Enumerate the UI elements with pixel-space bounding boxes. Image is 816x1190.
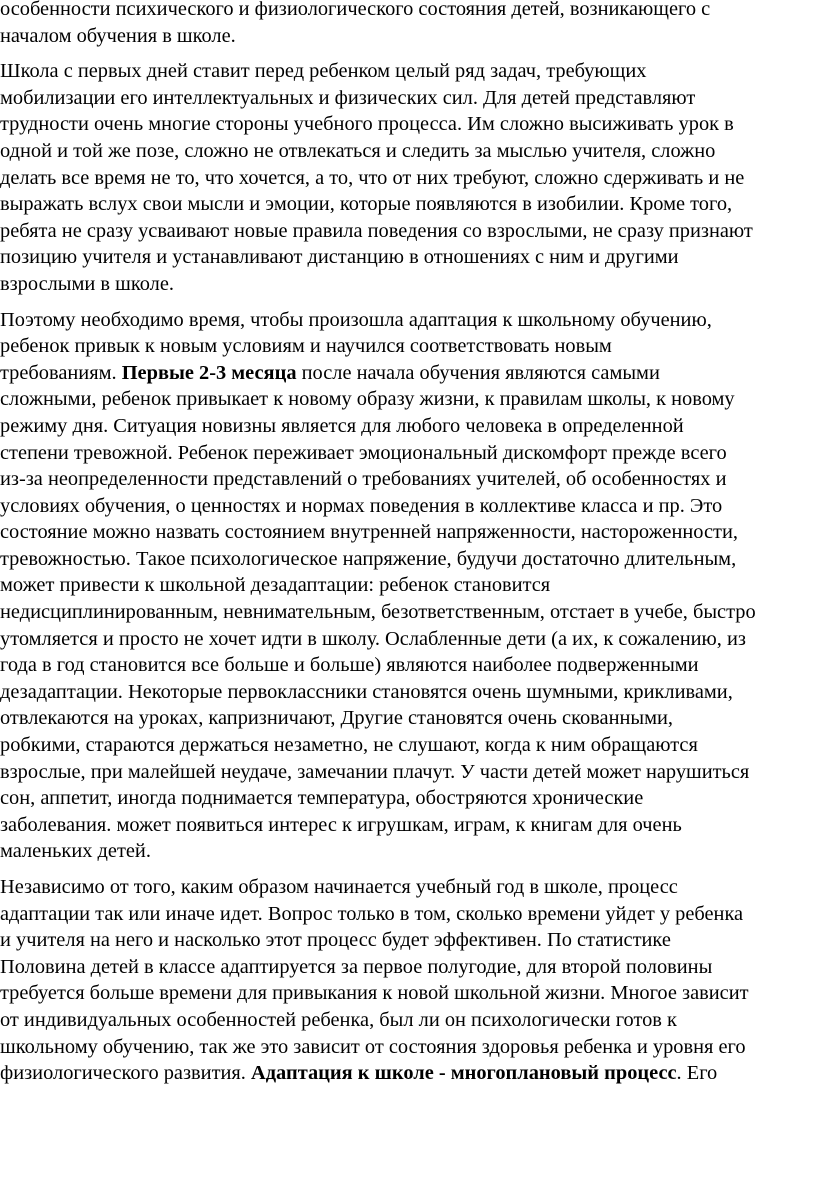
text-line: позицию учителя и устанавливают дистанцию в отношениях с ним и другими (0, 246, 679, 269)
text-line: состояние можно назвать состоянием внутренней напряженности, настороженности, (0, 521, 738, 544)
text-line: утомляется и просто не хочет идти в школу. Ослабленные дети (а их, к сожалению, из (0, 627, 746, 650)
text-run: . Его (676, 1062, 718, 1085)
text-line: робкими, стараются держаться незаметно, не слушают, когда к ним обращаются (0, 734, 698, 757)
text-run: физиологического развития. (0, 1062, 251, 1085)
text-line: трудности очень многие стороны учебного процесса. Им сложно высиживать урок в (0, 113, 734, 136)
text-line: ребенок привык к новым условиям и научился соответствовать новым (0, 335, 612, 358)
text-line: особенности психического и физиологического состояния детей, возникающего с (0, 0, 711, 20)
text-line: Школа с первых дней ставит перед ребенком целый ряд задач, требующих (0, 60, 647, 83)
text-line: недисциплинированным, невнимательным, безответственным, отстает в учебе, быстро (0, 601, 756, 624)
text-line: может привести к школьной дезадаптации: ребенок становится (0, 574, 551, 597)
text-line: от индивидуальных особенностей ребенка, был ли он психологически готов к (0, 1008, 677, 1031)
paragraph-3 (0, 307, 816, 865)
text-line: мобилизации его интеллектуальных и физических сил. Для детей представляют (0, 86, 696, 109)
text-line: года в год становится все больше и больше) являются наиболее подверженными (0, 654, 699, 677)
text-line: делать все время не то, что хочется, а то, что от них требуют, сложно сдерживать и не (0, 166, 745, 189)
text-line: сон, аппетит, иногда поднимается температура, обостряются хронические (0, 787, 644, 810)
paragraph-2 (0, 58, 816, 297)
text-line: из-за неопределенности представлений о требованиях учителей, об особенностях и (0, 468, 727, 491)
text-line: Независимо от того, каким образом начинается учебный год в школе, процесс (0, 876, 678, 898)
bold-emphasis: Адаптация к школе - многоплановый процесс (250, 1062, 677, 1085)
text-line: одной и той же позе, сложно не отвлекаться и следить за мыслью учителя, сложно (0, 139, 716, 162)
text-line: сложными, ребенок привыкает к новому образу жизни, к правилам школы, к новому (0, 388, 735, 411)
text-run: после начала обучения являются самыми (296, 361, 660, 384)
text-line: взрослые, при малейшей неудаче, замечании плачут. У части детей может нарушиться (0, 760, 750, 783)
text-line: Поэтому необходимо время, чтобы произошла адаптация к школьному обучению, (0, 308, 712, 331)
text-line: взрослыми в школе. (0, 272, 174, 295)
text-line: тревожностью. Такое психологическое напряжение, будучи достаточно длительным, (0, 547, 737, 570)
text-line: отвлекаются на уроках, капризничают, Другие становятся очень скованными, (0, 707, 674, 730)
text-line: Половина детей в классе адаптируется за первое полугодие, для второй половины (0, 955, 713, 978)
text-line-mixed (0, 1060, 816, 1087)
text-line-mixed (0, 360, 816, 387)
text-line: адаптации так или иначе идет. Вопрос только в том, сколько времени уйдет у ребенка (0, 902, 744, 925)
text-line: началом обучения в школе. (0, 24, 236, 47)
bold-emphasis: Первые 2-3 месяца (121, 361, 297, 384)
text-line: условиях обучения, о ценностях и нормах поведения в коллективе класса и пр. Это (0, 494, 723, 517)
text-line: требуется больше времени для привыкания к новой школьной жизни. Многое зависит (0, 982, 749, 1005)
text-line: дезадаптации. Некоторые первоклассники становятся очень шумными, крикливами, (0, 680, 733, 703)
text-line: маленьких детей. (0, 840, 151, 863)
text-line: степени тревожной. Ребенок переживает эмоциональный дискомфорт прежде всего (0, 441, 727, 464)
text-run: требованиям. (0, 361, 122, 384)
text-line: режиму дня. Ситуация новизны является для любого человека в определенной (0, 414, 684, 437)
paragraph-4 (0, 874, 816, 1087)
text-line: заболевания. может появиться интерес к игрушкам, играм, к книгам для очень (0, 813, 682, 836)
text-line: и учителя на него и насколько этот процесс будет эффективен. По статистике (0, 929, 671, 952)
text-line: ребята не сразу усваивают новые правила поведения со взрослыми, не сразу признают (0, 219, 753, 242)
paragraph-1 (0, 0, 816, 49)
text-line: выражать вслух свои мысли и эмоции, которые появляются в изобилии. Кроме того, (0, 193, 733, 216)
text-line: школьному обучению, так же это зависит от состояния здоровья ребенка и уровня его (0, 1035, 746, 1058)
